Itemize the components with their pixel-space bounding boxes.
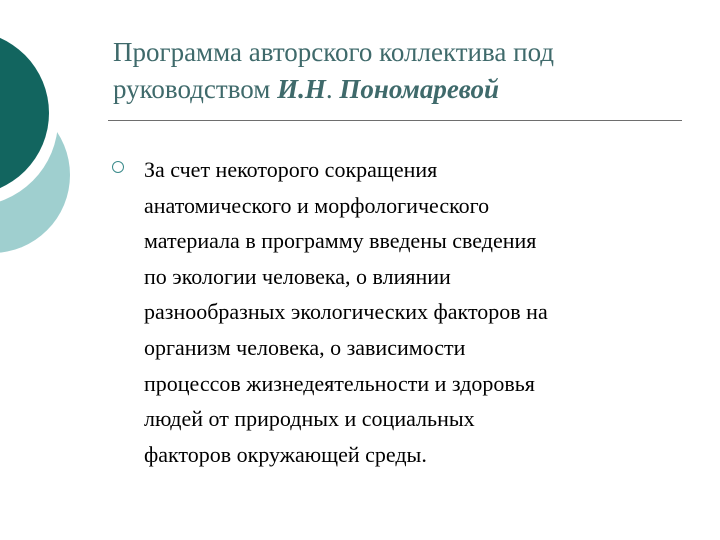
title-initials: И.Н [277, 74, 326, 104]
title-surname: Пономаревой [339, 74, 500, 104]
title-text: Программа авторского коллектива под руководством [113, 37, 555, 104]
title-dot: . [325, 74, 340, 104]
title-divider [108, 120, 682, 121]
bullet-text: За счет некоторого сокращения анатомического и морфологического материала в программу введены сведения по экологии человека, о влиянии разнообразных экологических факторов на организм человека, о зависимости процессов жизнедеятельности и здоровья людей от природных и социальных факторов окружающей среды. [144, 157, 548, 467]
bullet-ring-icon [112, 161, 124, 173]
slide-title [113, 34, 693, 108]
decorative-circles [0, 0, 110, 300]
